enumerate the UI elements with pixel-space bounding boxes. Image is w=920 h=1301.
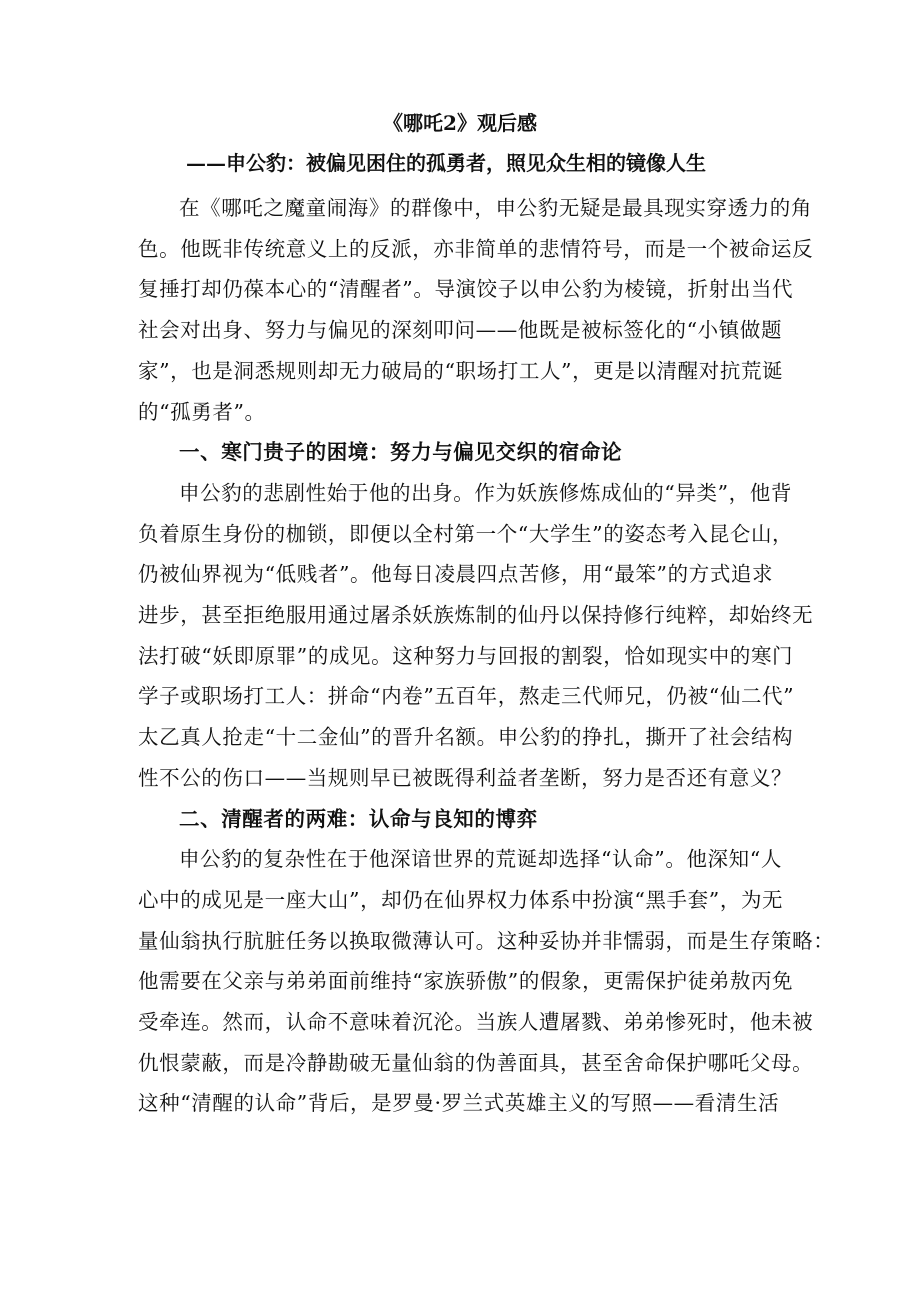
text-line: 复捶打却仍葆本心的“清醒者”。导演饺子以申公豹为棱镜，折射出当代 — [138, 277, 794, 302]
text-line: 家”，也是洞悉规则却无力破局的“职场打工人”，更是以清醒对抗荒诞 — [138, 358, 784, 383]
text-line: 性不公的伤口——当规则早已被既得利益者垄断，努力是否还有意义？ — [138, 765, 793, 790]
text-line: 这种“清醒的认命”背后，是罗曼·罗兰式英雄主义的写照——看清生活 — [138, 1091, 780, 1116]
text-line: 他需要在父亲与弟弟面前维持“家族骄傲”的假象，更需保护徒弟敖丙免 — [138, 969, 794, 994]
text-line: 太乙真人抢走“十二金仙”的晋升名额。申公豹的挣扎，撕开了社会结构 — [138, 725, 794, 750]
text-line: 进步，甚至拒绝服用通过屠杀妖族炼制的仙丹以保持修行纯粹，却始终无 — [138, 603, 814, 628]
text-line: 学子或职场打工人：拼命“内卷”五百年，熬走三代师兄，仍被“仙二代” — [138, 684, 795, 709]
intro-paragraph — [138, 188, 814, 432]
text-line: 负着原生身份的枷锁，即便以全村第一个“大学生”的姿态考入昆仑山， — [138, 521, 794, 546]
document-subtitle: ——申公豹：被偏见困住的孤勇者，照见众生相的镜像人生 — [186, 151, 706, 175]
text-line: 的“孤勇者”。 — [138, 399, 266, 424]
section-heading-1: 一、寒门贵子的困境：努力与偏见交织的宿命论 — [179, 440, 623, 465]
text-line: 受牵连。然而，认命不意味着沉沦。当族人遭屠戮、弟弟惨死时，他未被 — [138, 1010, 814, 1035]
text-line: 心中的成见是一座大山”，却仍在仙界权力体系中扮演“黑手套”，为无 — [138, 887, 784, 912]
text-line: 色。他既非传统意义上的反派，亦非简单的悲情符号，而是一个被命运反 — [138, 236, 814, 261]
text-line: 社会对出身、努力与偏见的深刻叩问——他既是被标签化的“小镇做题 — [138, 318, 783, 343]
document-title: 《哪吒2》观后感 — [383, 111, 537, 135]
document-body — [138, 188, 835, 1124]
section-2-paragraph — [138, 839, 835, 1124]
text-line: 量仙翁执行肮脏任务以换取微薄认可。这种妥协并非懦弱，而是生存策略： — [138, 928, 835, 953]
text-line: 申公豹的悲剧性始于他的出身。作为妖族修炼成仙的“异类”，他背 — [179, 480, 792, 505]
section-1-paragraph — [138, 473, 814, 799]
text-line: 在《哪吒之魔童闹海》的群像中，申公豹无疑是最具现实穿透力的角 — [179, 196, 812, 220]
text-line: 仇恨蒙蔽，而是冷静勘破无量仙翁的伪善面具，甚至舍命保护哪吒父母。 — [138, 1050, 814, 1075]
text-line: 申公豹的复杂性在于他深谙世界的荒诞却选择“认命”。他深知“人 — [179, 847, 782, 872]
text-line: 仍被仙界视为“低贱者”。他每日凌晨四点苦修，用“最笨”的方式追求 — [138, 562, 774, 587]
text-line: 法打破“妖即原罪”的成见。这种努力与回报的割裂，恰如现实中的寒门 — [138, 643, 794, 668]
section-heading-2: 二、清醒者的两难：认命与良知的博弈 — [179, 806, 538, 831]
